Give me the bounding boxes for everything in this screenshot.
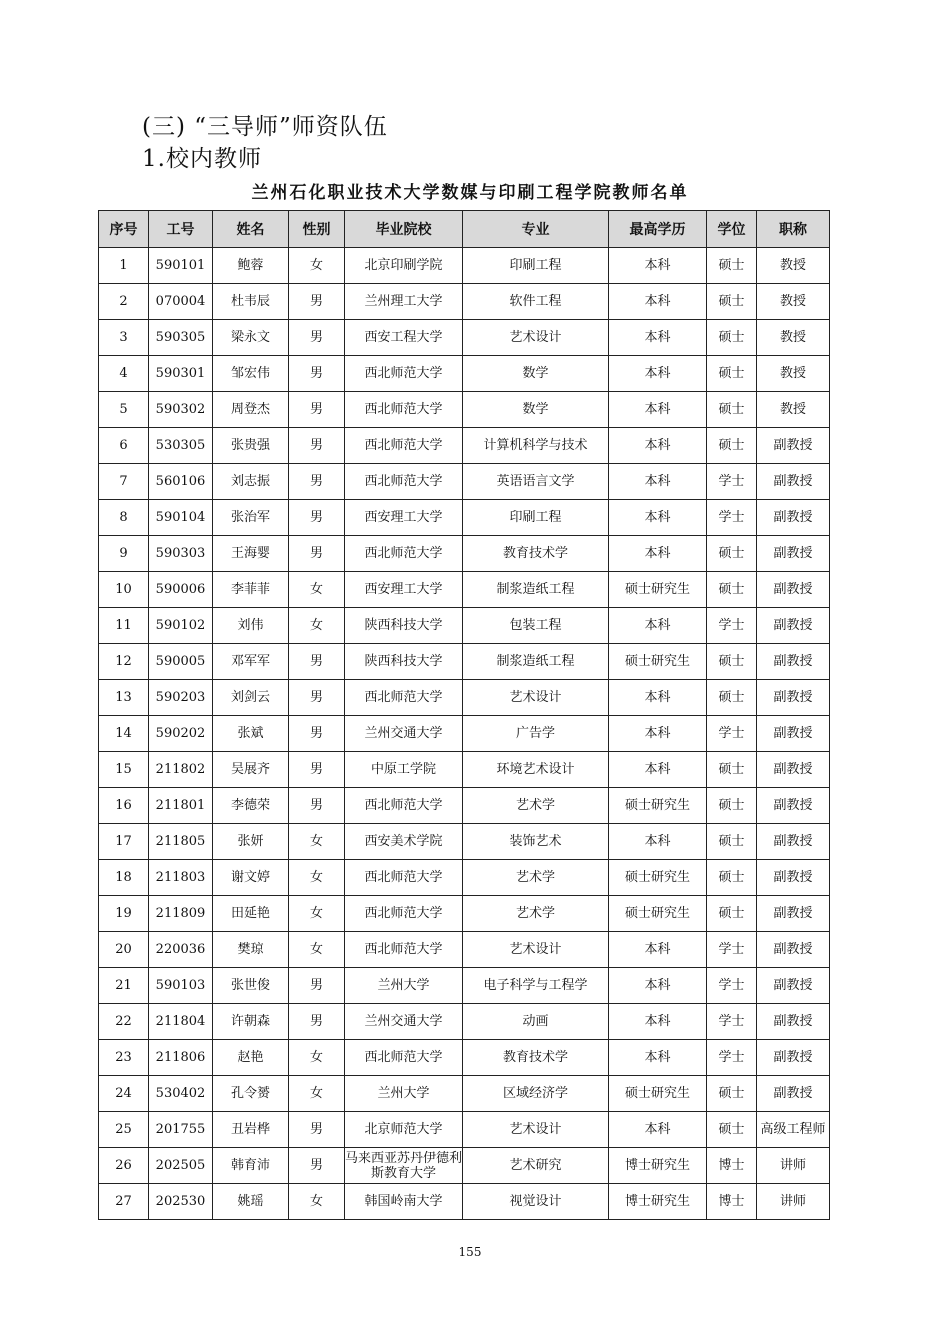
cell-title: 副教授 [757, 428, 830, 464]
cell-name: 韩育沛 [213, 1148, 289, 1184]
cell-education: 本科 [609, 824, 707, 860]
cell-index: 22 [99, 1004, 149, 1040]
cell-index: 7 [99, 464, 149, 500]
cell-name: 张贵强 [213, 428, 289, 464]
cell-major: 装饰艺术 [463, 824, 609, 860]
cell-gender: 女 [289, 860, 345, 896]
cell-title: 教授 [757, 356, 830, 392]
cell-education: 本科 [609, 320, 707, 356]
cell-major: 制浆造纸工程 [463, 644, 609, 680]
cell-name: 田延艳 [213, 896, 289, 932]
table-row [99, 752, 830, 788]
cell-index: 5 [99, 392, 149, 428]
cell-title: 副教授 [757, 968, 830, 1004]
cell-title: 副教授 [757, 932, 830, 968]
cell-title: 副教授 [757, 716, 830, 752]
cell-degree: 学士 [707, 1004, 757, 1040]
cell-degree: 硕士 [707, 356, 757, 392]
cell-education: 本科 [609, 356, 707, 392]
cell-school: 兰州交通大学 [345, 1004, 463, 1040]
cell-title: 副教授 [757, 824, 830, 860]
cell-education: 硕士研究生 [609, 860, 707, 896]
cell-major: 动画 [463, 1004, 609, 1040]
cell-education: 本科 [609, 932, 707, 968]
cell-name: 王海婴 [213, 536, 289, 572]
cell-gender: 男 [289, 968, 345, 1004]
cell-staff-id: 530305 [149, 428, 213, 464]
cell-degree: 硕士 [707, 248, 757, 284]
cell-school: 韩国岭南大学 [345, 1184, 463, 1220]
cell-education: 本科 [609, 536, 707, 572]
cell-title: 副教授 [757, 1004, 830, 1040]
cell-school: 西安理工大学 [345, 500, 463, 536]
cell-name: 周登杰 [213, 392, 289, 428]
table-body [99, 248, 830, 1220]
cell-gender: 女 [289, 824, 345, 860]
cell-major: 印刷工程 [463, 248, 609, 284]
cell-major: 艺术学 [463, 788, 609, 824]
table-row [99, 680, 830, 716]
cell-staff-id: 590103 [149, 968, 213, 1004]
cell-title: 教授 [757, 284, 830, 320]
cell-degree: 硕士 [707, 788, 757, 824]
cell-education: 博士研究生 [609, 1148, 707, 1184]
cell-gender: 女 [289, 896, 345, 932]
cell-gender: 男 [289, 428, 345, 464]
cell-gender: 女 [289, 1040, 345, 1076]
cell-index: 9 [99, 536, 149, 572]
cell-major: 艺术学 [463, 860, 609, 896]
cell-degree: 学士 [707, 932, 757, 968]
cell-staff-id: 220036 [149, 932, 213, 968]
table-title: 兰州石化职业技术大学数媒与印刷工程学院教师名单 [251, 183, 689, 203]
cell-education: 本科 [609, 680, 707, 716]
table-row [99, 1112, 830, 1148]
cell-gender: 男 [289, 536, 345, 572]
table-header-row [99, 211, 830, 248]
cell-name: 刘志振 [213, 464, 289, 500]
cell-education: 硕士研究生 [609, 896, 707, 932]
cell-name: 刘伟 [213, 608, 289, 644]
table-row [99, 896, 830, 932]
cell-degree: 硕士 [707, 284, 757, 320]
header-school: 毕业院校 [345, 211, 463, 248]
cell-school: 西北师范大学 [345, 896, 463, 932]
cell-staff-id: 590104 [149, 500, 213, 536]
cell-major: 艺术设计 [463, 932, 609, 968]
cell-title: 教授 [757, 248, 830, 284]
cell-title: 副教授 [757, 680, 830, 716]
cell-title: 副教授 [757, 500, 830, 536]
cell-staff-id: 590303 [149, 536, 213, 572]
cell-school: 西北师范大学 [345, 356, 463, 392]
cell-gender: 男 [289, 356, 345, 392]
cell-title: 副教授 [757, 788, 830, 824]
cell-school: 兰州大学 [345, 1076, 463, 1112]
cell-gender: 女 [289, 932, 345, 968]
cell-staff-id: 211802 [149, 752, 213, 788]
cell-staff-id: 590302 [149, 392, 213, 428]
cell-major: 艺术研究 [463, 1148, 609, 1184]
cell-name: 吴展齐 [213, 752, 289, 788]
cell-major: 数学 [463, 392, 609, 428]
cell-index: 19 [99, 896, 149, 932]
cell-name: 杜韦辰 [213, 284, 289, 320]
cell-school: 西北师范大学 [345, 464, 463, 500]
table-row [99, 860, 830, 896]
cell-gender: 男 [289, 788, 345, 824]
cell-title: 副教授 [757, 1076, 830, 1112]
cell-school: 兰州交通大学 [345, 716, 463, 752]
cell-degree: 硕士 [707, 752, 757, 788]
table-row [99, 392, 830, 428]
cell-name: 张世俊 [213, 968, 289, 1004]
cell-gender: 男 [289, 1112, 345, 1148]
cell-major: 环境艺术设计 [463, 752, 609, 788]
cell-staff-id: 590203 [149, 680, 213, 716]
header-gender: 性别 [289, 211, 345, 248]
cell-index: 13 [99, 680, 149, 716]
cell-major: 艺术设计 [463, 680, 609, 716]
cell-degree: 学士 [707, 464, 757, 500]
header-index: 序号 [99, 211, 149, 248]
cell-education: 本科 [609, 968, 707, 1004]
cell-degree: 硕士 [707, 644, 757, 680]
cell-degree: 博士 [707, 1184, 757, 1220]
cell-education: 硕士研究生 [609, 788, 707, 824]
cell-education: 本科 [609, 752, 707, 788]
cell-name: 赵艳 [213, 1040, 289, 1076]
cell-degree: 硕士 [707, 1076, 757, 1112]
cell-staff-id: 590301 [149, 356, 213, 392]
cell-title: 教授 [757, 320, 830, 356]
cell-school: 西北师范大学 [345, 860, 463, 896]
cell-degree: 硕士 [707, 536, 757, 572]
cell-education: 本科 [609, 716, 707, 752]
cell-education: 本科 [609, 500, 707, 536]
cell-title: 副教授 [757, 572, 830, 608]
cell-gender: 男 [289, 644, 345, 680]
cell-degree: 学士 [707, 716, 757, 752]
cell-education: 本科 [609, 392, 707, 428]
cell-index: 12 [99, 644, 149, 680]
table-row [99, 320, 830, 356]
cell-name: 李菲菲 [213, 572, 289, 608]
cell-major: 广告学 [463, 716, 609, 752]
cell-index: 1 [99, 248, 149, 284]
cell-degree: 博士 [707, 1148, 757, 1184]
table-row [99, 1148, 830, 1184]
cell-index: 20 [99, 932, 149, 968]
header-staff-id: 工号 [149, 211, 213, 248]
cell-title: 副教授 [757, 608, 830, 644]
table-row [99, 284, 830, 320]
cell-gender: 男 [289, 464, 345, 500]
cell-gender: 女 [289, 572, 345, 608]
cell-index: 17 [99, 824, 149, 860]
header-degree: 学位 [707, 211, 757, 248]
cell-gender: 女 [289, 608, 345, 644]
cell-degree: 硕士 [707, 680, 757, 716]
cell-school: 陕西科技大学 [345, 644, 463, 680]
cell-education: 博士研究生 [609, 1184, 707, 1220]
cell-staff-id: 590005 [149, 644, 213, 680]
cell-staff-id: 211805 [149, 824, 213, 860]
cell-name: 许朝森 [213, 1004, 289, 1040]
table-row [99, 932, 830, 968]
table-row [99, 1040, 830, 1076]
cell-school: 西安理工大学 [345, 572, 463, 608]
cell-name: 邓军军 [213, 644, 289, 680]
cell-degree: 学士 [707, 608, 757, 644]
cell-school: 北京印刷学院 [345, 248, 463, 284]
section-heading: (三) “三导师”师资队伍 [142, 114, 388, 140]
cell-education: 本科 [609, 1112, 707, 1148]
cell-major: 教育技术学 [463, 1040, 609, 1076]
cell-major: 印刷工程 [463, 500, 609, 536]
cell-degree: 硕士 [707, 1112, 757, 1148]
cell-title: 副教授 [757, 536, 830, 572]
cell-staff-id: 590202 [149, 716, 213, 752]
table-row [99, 608, 830, 644]
table-row [99, 824, 830, 860]
cell-school: 西北师范大学 [345, 392, 463, 428]
cell-gender: 男 [289, 284, 345, 320]
cell-school: 西北师范大学 [345, 1040, 463, 1076]
cell-title: 副教授 [757, 860, 830, 896]
cell-index: 26 [99, 1148, 149, 1184]
cell-staff-id: 202505 [149, 1148, 213, 1184]
cell-major: 英语语言文学 [463, 464, 609, 500]
cell-index: 16 [99, 788, 149, 824]
cell-education: 本科 [609, 608, 707, 644]
cell-school: 陕西科技大学 [345, 608, 463, 644]
cell-staff-id: 211809 [149, 896, 213, 932]
cell-index: 25 [99, 1112, 149, 1148]
cell-name: 刘剑云 [213, 680, 289, 716]
cell-education: 本科 [609, 248, 707, 284]
cell-name: 张妍 [213, 824, 289, 860]
cell-index: 27 [99, 1184, 149, 1220]
cell-gender: 女 [289, 1184, 345, 1220]
header-major: 专业 [463, 211, 609, 248]
table-row [99, 572, 830, 608]
cell-major: 制浆造纸工程 [463, 572, 609, 608]
cell-degree: 硕士 [707, 428, 757, 464]
cell-name: 樊琼 [213, 932, 289, 968]
cell-degree: 学士 [707, 500, 757, 536]
cell-index: 3 [99, 320, 149, 356]
cell-name: 鲍蓉 [213, 248, 289, 284]
cell-school: 西北师范大学 [345, 932, 463, 968]
cell-school: 马来西亚苏丹伊德利斯教育大学 [345, 1148, 463, 1184]
cell-index: 2 [99, 284, 149, 320]
table-row [99, 356, 830, 392]
cell-major: 教育技术学 [463, 536, 609, 572]
cell-index: 8 [99, 500, 149, 536]
cell-gender: 男 [289, 392, 345, 428]
cell-title: 副教授 [757, 1040, 830, 1076]
header-title: 职称 [757, 211, 830, 248]
cell-title: 高级工程师 [757, 1112, 830, 1148]
cell-degree: 硕士 [707, 392, 757, 428]
table-row [99, 968, 830, 1004]
cell-major: 艺术设计 [463, 320, 609, 356]
cell-staff-id: 211803 [149, 860, 213, 896]
cell-gender: 女 [289, 248, 345, 284]
header-name: 姓名 [213, 211, 289, 248]
cell-education: 本科 [609, 464, 707, 500]
cell-degree: 硕士 [707, 572, 757, 608]
table-row [99, 428, 830, 464]
cell-degree: 硕士 [707, 896, 757, 932]
cell-gender: 男 [289, 1148, 345, 1184]
cell-index: 15 [99, 752, 149, 788]
sub-heading: 1.校内教师 [142, 146, 262, 172]
cell-staff-id: 560106 [149, 464, 213, 500]
cell-index: 24 [99, 1076, 149, 1112]
cell-degree: 硕士 [707, 320, 757, 356]
cell-education: 本科 [609, 428, 707, 464]
cell-school: 中原工学院 [345, 752, 463, 788]
cell-gender: 男 [289, 716, 345, 752]
cell-major: 电子科学与工程学 [463, 968, 609, 1004]
cell-school: 北京师范大学 [345, 1112, 463, 1148]
cell-gender: 男 [289, 752, 345, 788]
cell-school: 西北师范大学 [345, 536, 463, 572]
cell-education: 本科 [609, 1004, 707, 1040]
table-row [99, 1004, 830, 1040]
cell-title: 副教授 [757, 752, 830, 788]
cell-title: 副教授 [757, 896, 830, 932]
cell-index: 6 [99, 428, 149, 464]
table-row [99, 464, 830, 500]
table-row [99, 536, 830, 572]
cell-major: 包装工程 [463, 608, 609, 644]
cell-name: 李德荣 [213, 788, 289, 824]
cell-staff-id: 590006 [149, 572, 213, 608]
cell-school: 兰州理工大学 [345, 284, 463, 320]
cell-gender: 男 [289, 680, 345, 716]
cell-staff-id: 202530 [149, 1184, 213, 1220]
cell-title: 讲师 [757, 1184, 830, 1220]
cell-index: 11 [99, 608, 149, 644]
cell-degree: 硕士 [707, 860, 757, 896]
cell-name: 梁永文 [213, 320, 289, 356]
cell-index: 14 [99, 716, 149, 752]
cell-major: 软件工程 [463, 284, 609, 320]
table-row [99, 1076, 830, 1112]
cell-staff-id: 211806 [149, 1040, 213, 1076]
cell-degree: 硕士 [707, 824, 757, 860]
table-row [99, 248, 830, 284]
cell-name: 邹宏伟 [213, 356, 289, 392]
cell-school: 西北师范大学 [345, 788, 463, 824]
cell-education: 硕士研究生 [609, 572, 707, 608]
cell-major: 数学 [463, 356, 609, 392]
cell-index: 21 [99, 968, 149, 1004]
teacher-list-table [98, 210, 830, 1220]
cell-name: 张斌 [213, 716, 289, 752]
cell-school: 西安美术学院 [345, 824, 463, 860]
cell-name: 孔令赟 [213, 1076, 289, 1112]
cell-education: 硕士研究生 [609, 644, 707, 680]
cell-gender: 男 [289, 320, 345, 356]
cell-staff-id: 590305 [149, 320, 213, 356]
cell-major: 艺术学 [463, 896, 609, 932]
cell-major: 视觉设计 [463, 1184, 609, 1220]
cell-index: 10 [99, 572, 149, 608]
cell-title: 副教授 [757, 464, 830, 500]
cell-index: 18 [99, 860, 149, 896]
cell-title: 副教授 [757, 644, 830, 680]
table-row [99, 716, 830, 752]
cell-degree: 学士 [707, 1040, 757, 1076]
cell-name: 丑岩桦 [213, 1112, 289, 1148]
cell-education: 本科 [609, 284, 707, 320]
cell-staff-id: 530402 [149, 1076, 213, 1112]
cell-name: 谢文婷 [213, 860, 289, 896]
cell-school: 西北师范大学 [345, 428, 463, 464]
cell-major: 艺术设计 [463, 1112, 609, 1148]
cell-index: 23 [99, 1040, 149, 1076]
cell-gender: 女 [289, 1076, 345, 1112]
table-row [99, 788, 830, 824]
cell-staff-id: 211801 [149, 788, 213, 824]
cell-major: 计算机科学与技术 [463, 428, 609, 464]
cell-school: 西北师范大学 [345, 680, 463, 716]
cell-staff-id: 201755 [149, 1112, 213, 1148]
cell-school: 兰州大学 [345, 968, 463, 1004]
table-row [99, 1184, 830, 1220]
header-education: 最高学历 [609, 211, 707, 248]
cell-index: 4 [99, 356, 149, 392]
cell-staff-id: 590102 [149, 608, 213, 644]
cell-staff-id: 590101 [149, 248, 213, 284]
cell-education: 硕士研究生 [609, 1076, 707, 1112]
cell-degree: 学士 [707, 968, 757, 1004]
page-number: 155 [458, 1245, 482, 1259]
cell-name: 姚瑶 [213, 1184, 289, 1220]
table-row [99, 644, 830, 680]
cell-school: 西安工程大学 [345, 320, 463, 356]
cell-staff-id: 211804 [149, 1004, 213, 1040]
cell-major: 区域经济学 [463, 1076, 609, 1112]
cell-title: 教授 [757, 392, 830, 428]
table-row [99, 500, 830, 536]
cell-gender: 男 [289, 1004, 345, 1040]
cell-title: 讲师 [757, 1148, 830, 1184]
cell-education: 本科 [609, 1040, 707, 1076]
cell-name: 张治军 [213, 500, 289, 536]
cell-gender: 男 [289, 500, 345, 536]
cell-staff-id: 070004 [149, 284, 213, 320]
